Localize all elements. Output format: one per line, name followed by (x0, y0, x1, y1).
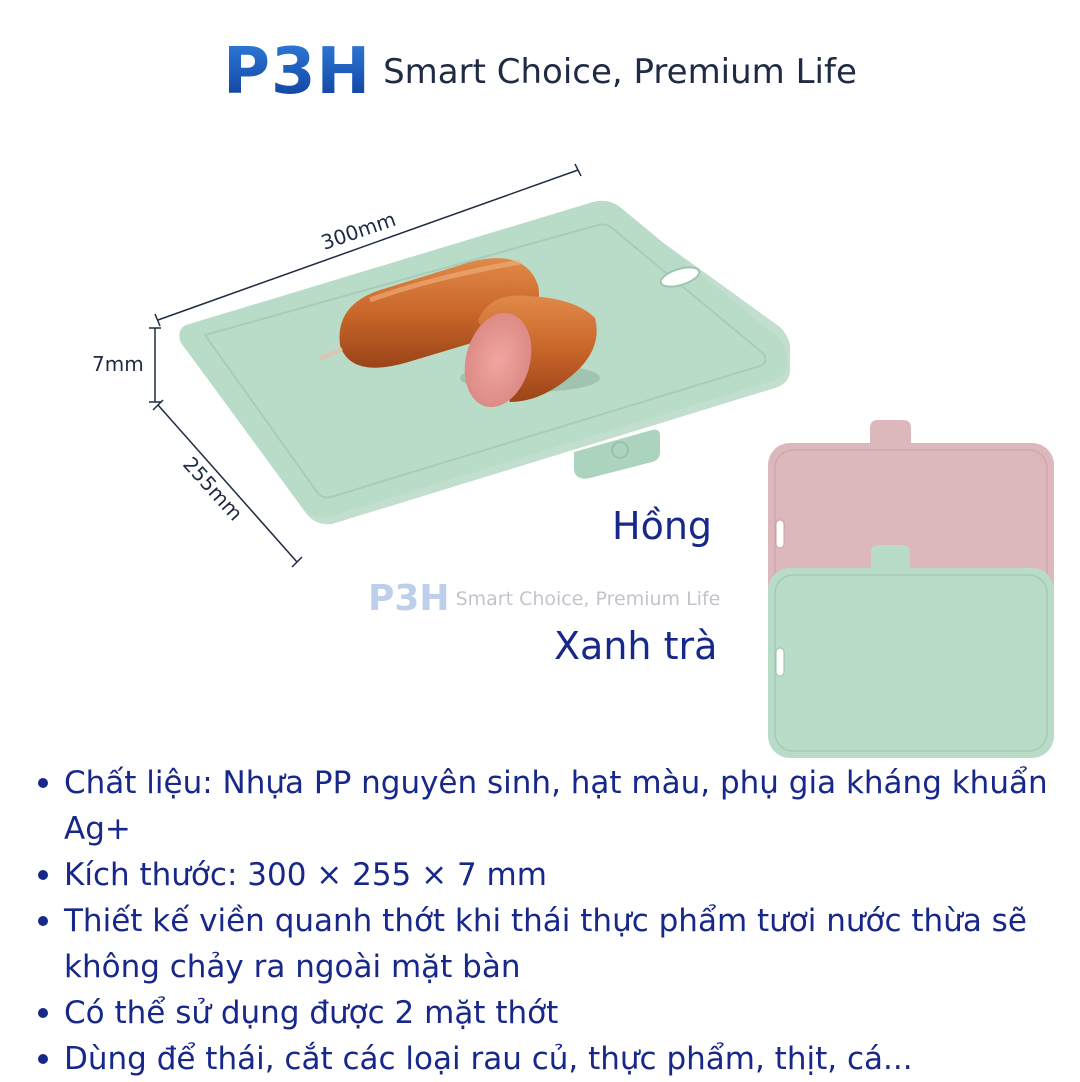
feature-list (30, 760, 1080, 1082)
feature-double-sided: Có thể sử dụng được 2 mặt thớt (64, 990, 1080, 1036)
feature-material: Chất liệu: Nhựa PP nguyên sinh, hạt màu, phụ gia kháng khuẩn Ag+ (64, 760, 1080, 852)
feature-rim-design: Thiết kế viền quanh thớt khi thái thực phẩm tươi nước thừa sẽ không chảy ra ngoài mặt bàn (64, 898, 1080, 990)
width-dimension-label: 255mm (178, 452, 248, 526)
watermark (368, 578, 720, 619)
green-cutting-board (768, 545, 1054, 758)
thickness-dimension-label: 7mm (92, 352, 144, 376)
brand-logo: P3H (223, 35, 372, 109)
feature-size: Kích thước: 300 × 255 × 7 mm (64, 852, 1080, 898)
length-dimension-label: 300mm (318, 206, 399, 255)
green-color-label: Xanh trà (554, 624, 718, 668)
watermark-tagline: Smart Choice, Premium Life (455, 587, 721, 610)
brand-tagline: Smart Choice, Premium Life (383, 52, 857, 92)
feature-usage: Dùng để thái, cắt các loại rau củ, thực phẩm, thịt, cá... (64, 1036, 1080, 1082)
pink-color-label: Hồng (612, 504, 713, 548)
watermark-logo: P3H (368, 578, 450, 619)
